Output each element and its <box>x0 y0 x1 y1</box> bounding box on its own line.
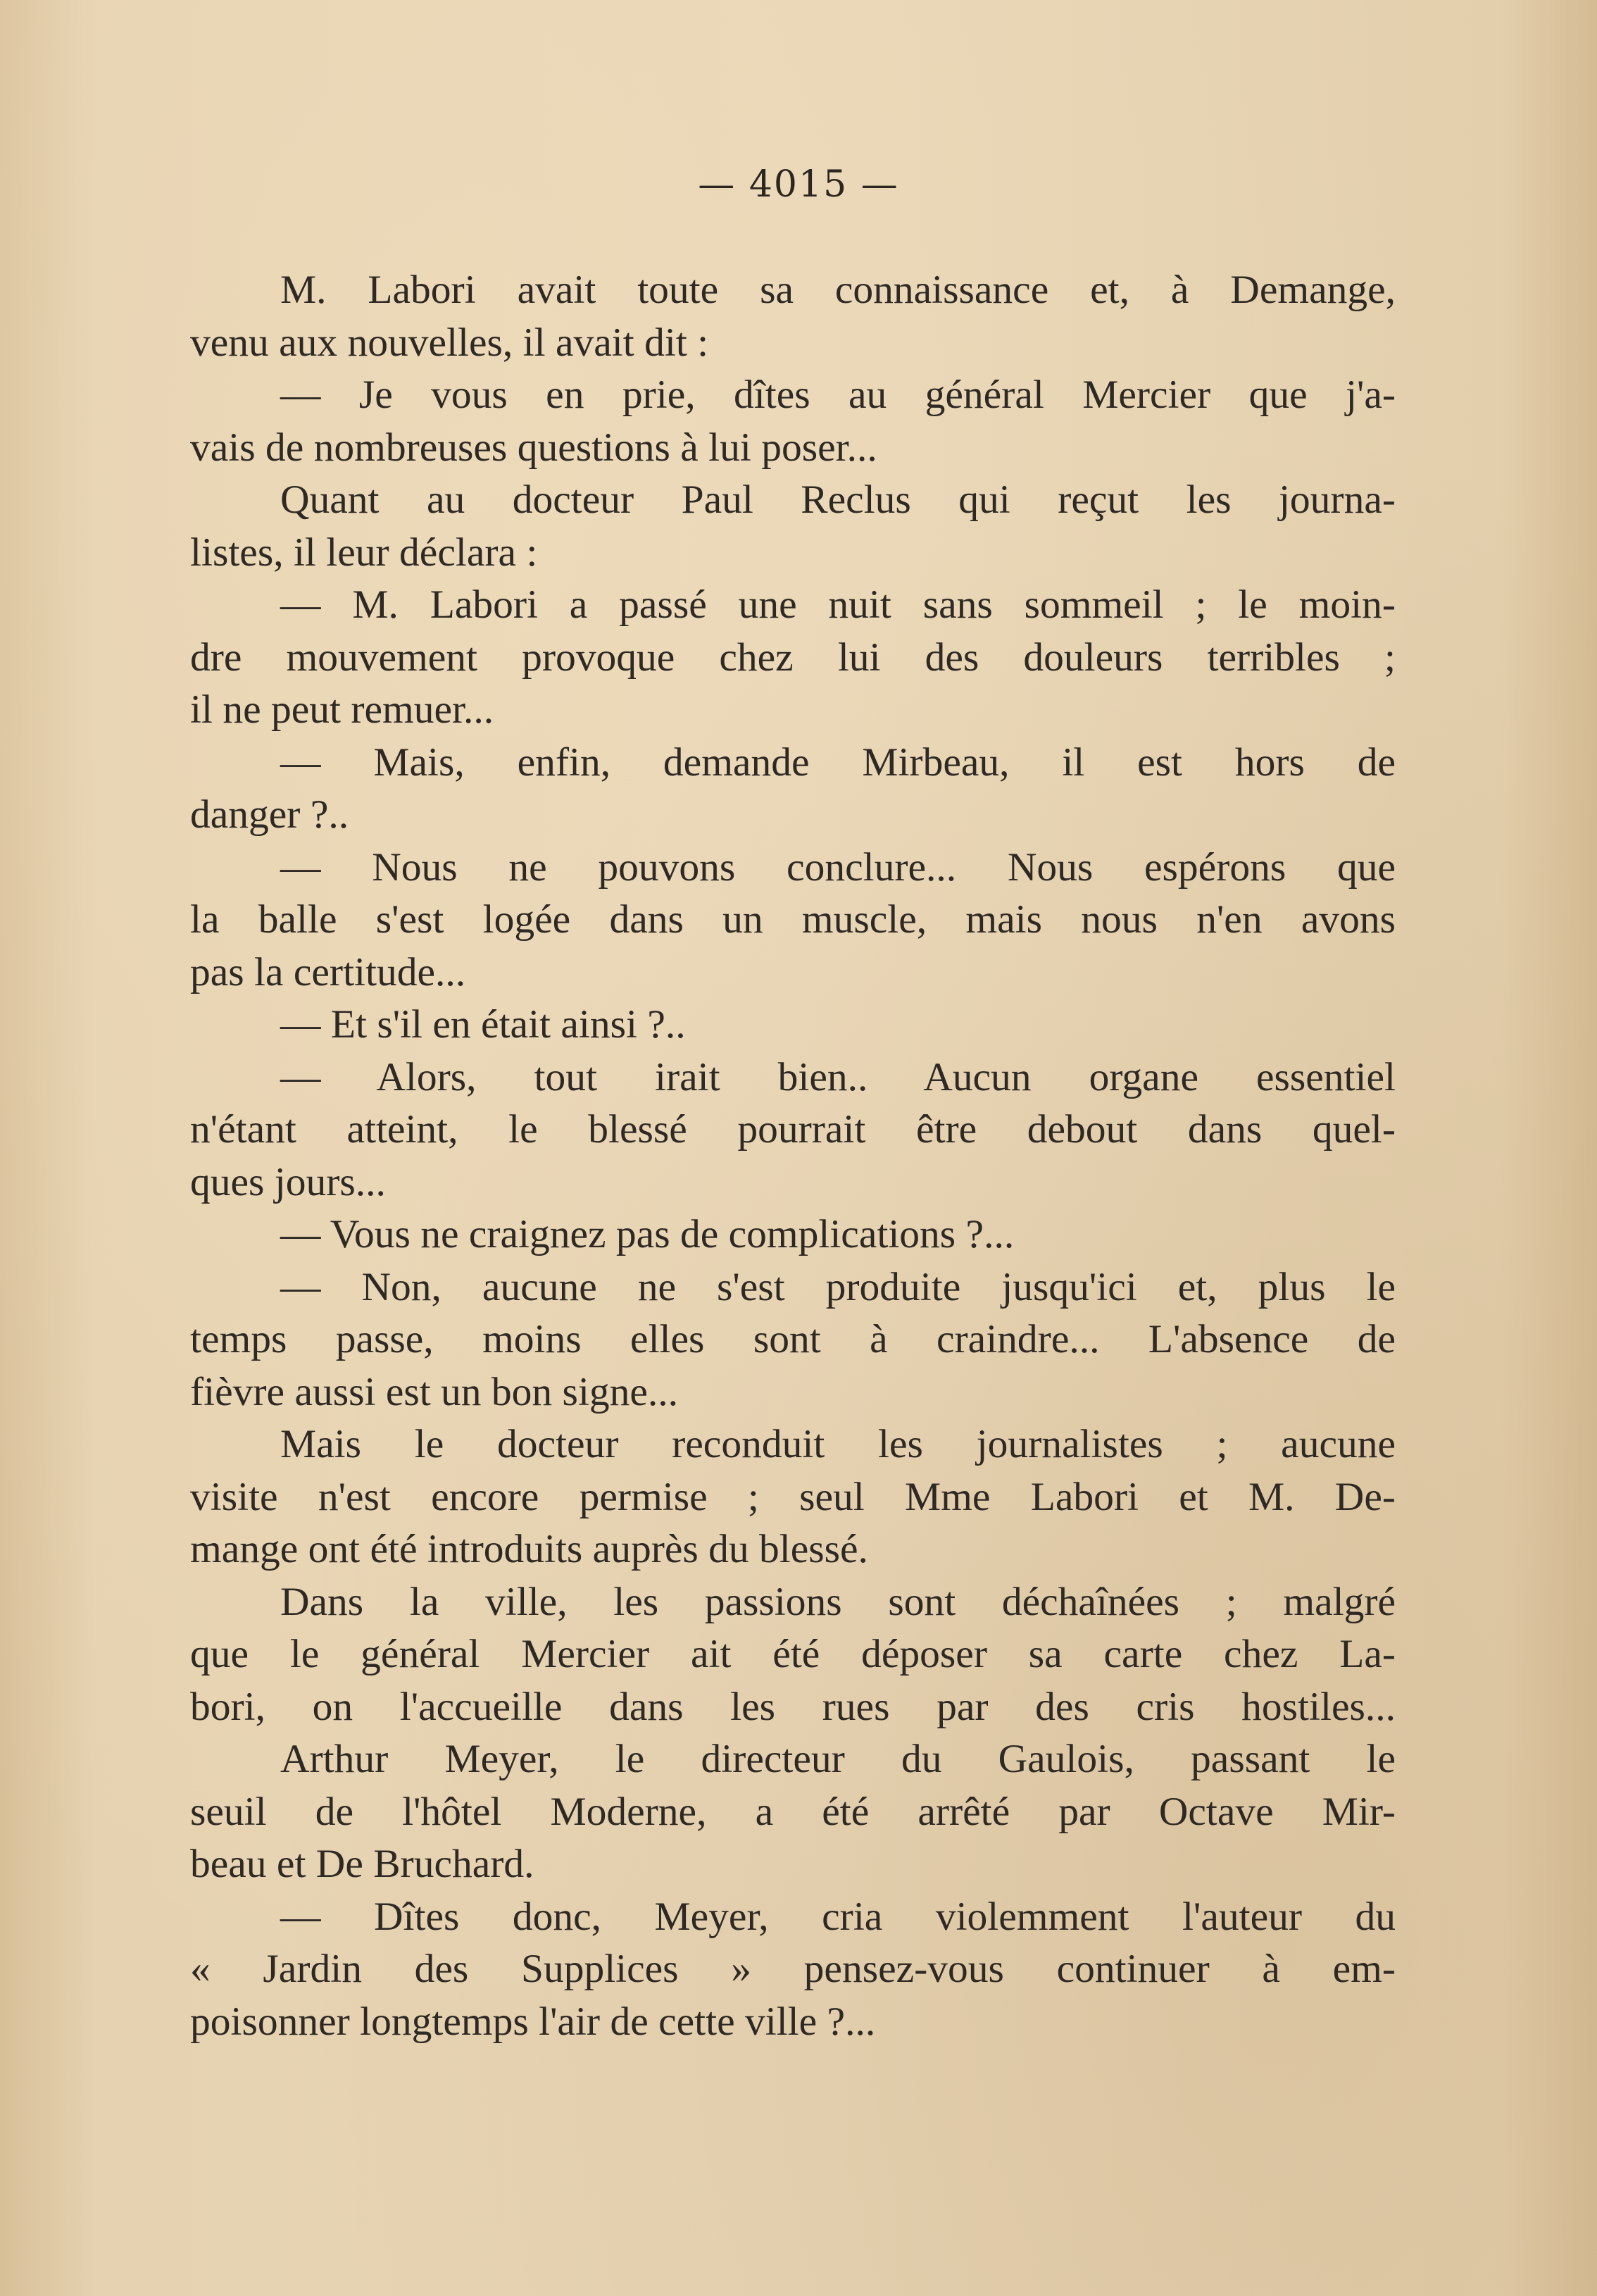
text-line: mange ont été introduits auprès du blessé. <box>190 1527 868 1571</box>
body-text <box>190 264 1396 2048</box>
text-line: que le général Mercier ait été déposer sa carte chez La- <box>190 1632 1396 1676</box>
text-line: — Nous ne pouvons conclure... Nous espérons que <box>280 844 1396 890</box>
text-line: Mais le docteur reconduit les journalistes ; aucune <box>280 1422 1396 1466</box>
text-line: danger ?.. <box>190 792 349 837</box>
text-line: « Jardin des Supplices » pensez-vous continuer à em- <box>190 1947 1396 1991</box>
text-line: bori, on l'accueille dans les rues par des cris hostiles... <box>190 1684 1396 1729</box>
text-line: il ne peut remuer... <box>190 687 494 732</box>
text-line: visite n'est encore permise ; seul Mme Labori et M. De- <box>190 1474 1396 1519</box>
text-line: — M. Labori a passé une nuit sans sommeil ; le moin- <box>280 582 1396 627</box>
text-line: fièvre aussi est un bon signe... <box>190 1369 679 1414</box>
text-line: la balle s'est logée dans un muscle, mais nous n'en avons <box>190 897 1396 942</box>
text-line: — Mais, enfin, demande Mirbeau, il est hors de <box>280 740 1396 785</box>
text-line: Dans la ville, les passions sont déchaînées ; malgré <box>280 1579 1396 1624</box>
text-line: M. Labori avait toute sa connaissance et, à Demange, <box>280 268 1396 312</box>
text-line: — Dîtes donc, Meyer, cria violemment l'auteur du <box>280 1894 1396 1939</box>
text-line: Arthur Meyer, le directeur du Gaulois, passant le <box>280 1737 1396 1781</box>
page-number: — 4015 — <box>698 163 899 206</box>
text-line: — Et s'il en était ainsi ?.. <box>280 1002 686 1047</box>
text-line: — Vous ne craignez pas de complications ?... <box>280 1212 1015 1256</box>
text-line: poisonner longtemps l'air de cette ville ?... <box>190 1999 876 2044</box>
text-line: ques jours... <box>190 1159 386 1204</box>
text-line: vais de nombreuses questions à lui poser... <box>190 425 877 470</box>
text-line: dre mouvement provoque chez lui des douleurs terribles ; <box>190 635 1396 680</box>
text-line: seuil de l'hôtel Moderne, a été arrêté par Octave Mir- <box>190 1789 1396 1834</box>
text-line: — Je vous en prie, dîtes au général Mercier que j'a- <box>280 373 1396 417</box>
text-line: pas la certitude... <box>190 949 466 994</box>
text-line: — Non, aucune ne s'est produite jusqu'ici et, plus le <box>280 1264 1396 1309</box>
text-line: n'étant atteint, le blessé pourrait être debout dans quel- <box>190 1107 1396 1152</box>
text-line: listes, il leur déclara : <box>190 530 538 575</box>
text-line: venu aux nouvelles, il avait dit : <box>190 320 709 365</box>
text-line: beau et De Bruchard. <box>190 1842 534 1886</box>
text-line: temps passe, moins elles sont à craindre... L'absence de <box>190 1317 1396 1361</box>
text-line: — Alors, tout irait bien.. Aucun organe essentiel <box>280 1054 1396 1099</box>
text-line: Quant au docteur Paul Reclus qui reçut les journa- <box>280 478 1396 522</box>
